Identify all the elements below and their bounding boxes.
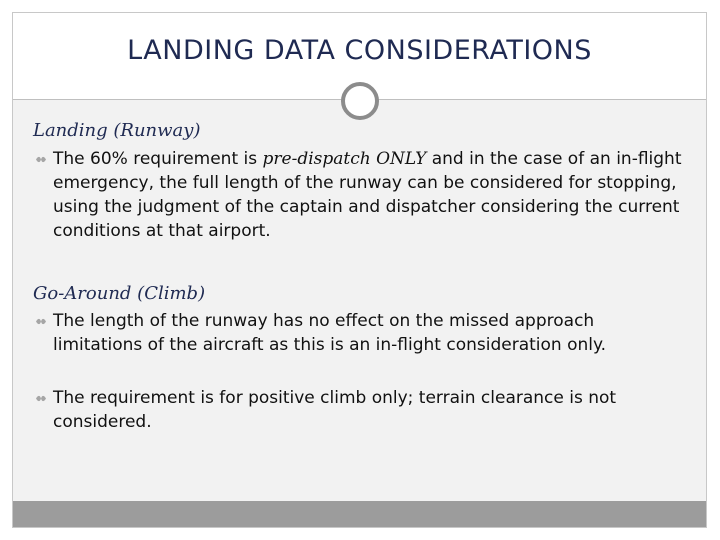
bullet-text: The length of the runway has no effect on the missed approach limitations of the aircraft as this is an in-flight consideration only. <box>53 311 607 355</box>
section-heading-go-around: Go-Around (Climb) <box>33 283 206 304</box>
flower-bullet-icon <box>35 317 47 326</box>
content-area <box>13 100 706 502</box>
bullet-text: The 60% requirement is <box>53 149 263 169</box>
section-heading-landing: Landing (Runway) <box>33 120 201 141</box>
slide <box>12 12 707 528</box>
page-title: LANDING DATA CONSIDERATIONS <box>127 35 592 66</box>
footer-bar <box>13 501 706 527</box>
flower-bullet-icon <box>35 394 47 403</box>
circle-ornament-icon <box>341 82 379 120</box>
bullet-text: and in the case of an in-flight emergency, the full length of the runway can be considered for stopping, using the judgment of the captain and dispatcher considering the current conditions at that airport. <box>53 149 682 241</box>
flower-bullet-icon <box>35 155 47 164</box>
bullet-item <box>35 309 685 357</box>
bullet-item <box>35 386 685 434</box>
bullet-text: The requirement is for positive climb only; terrain clearance is not considered. <box>53 388 617 432</box>
bullet-emphasis: pre-dispatch ONLY <box>262 149 427 169</box>
bullet-item <box>35 147 685 243</box>
